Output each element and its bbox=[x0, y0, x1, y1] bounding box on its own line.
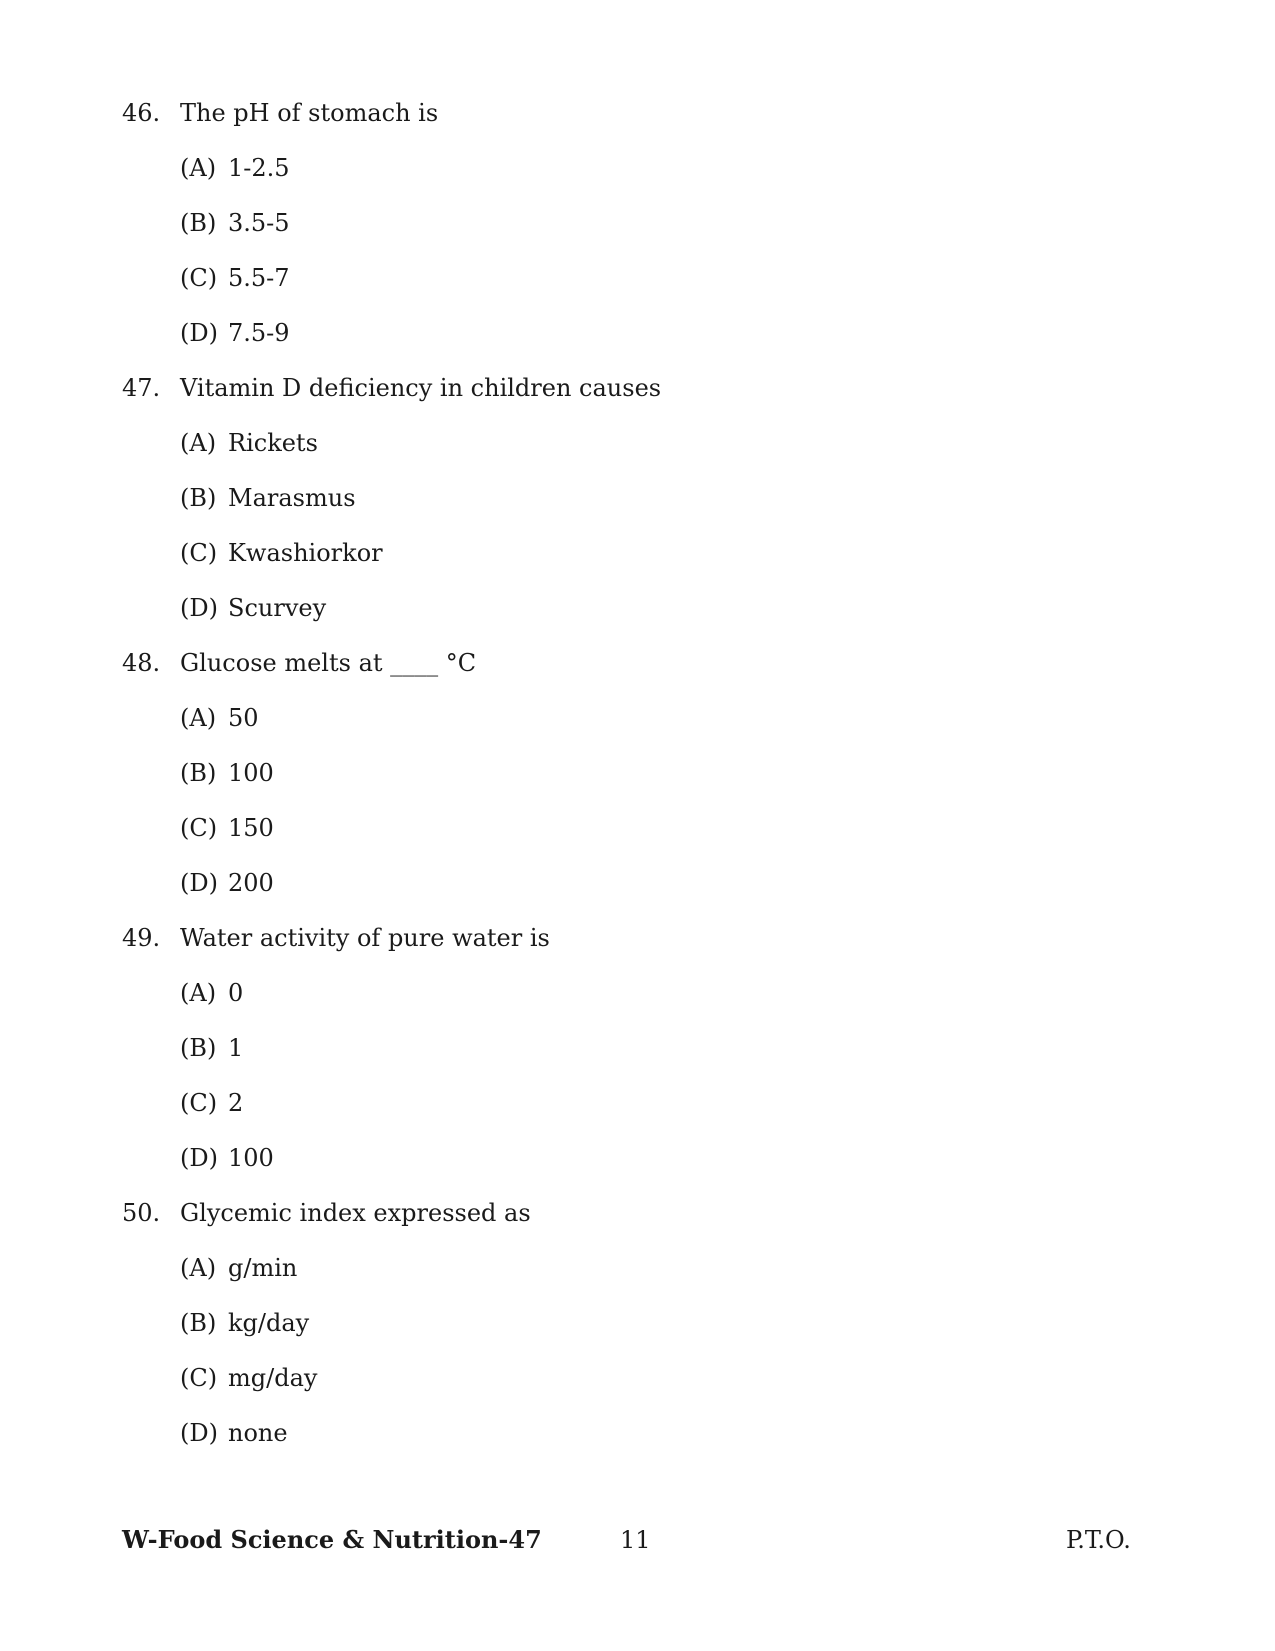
option-text: 200 bbox=[228, 869, 274, 897]
question-text: The pH of stomach is bbox=[180, 99, 439, 127]
option-c bbox=[180, 1358, 880, 1398]
question-line bbox=[0, 918, 1275, 958]
option-letter: (A) bbox=[180, 1254, 217, 1282]
option-c bbox=[180, 1083, 880, 1123]
option-letter: (C) bbox=[180, 1089, 218, 1117]
option-text: 50 bbox=[228, 704, 259, 732]
option-b bbox=[180, 753, 880, 793]
option-letter: (C) bbox=[180, 264, 218, 292]
option-letter: (C) bbox=[180, 814, 218, 842]
option-text: g/min bbox=[228, 1254, 298, 1282]
option-c bbox=[180, 533, 880, 573]
option-a bbox=[180, 423, 880, 463]
option-text: 2 bbox=[228, 1089, 244, 1117]
option-d bbox=[180, 313, 880, 353]
option-letter: (A) bbox=[180, 979, 217, 1007]
option-letter: (D) bbox=[180, 319, 218, 347]
option-text: mg/day bbox=[228, 1364, 318, 1392]
option-text: Rickets bbox=[228, 429, 318, 457]
option-c bbox=[180, 258, 880, 298]
option-text: Marasmus bbox=[228, 484, 356, 512]
option-letter: (D) bbox=[180, 869, 218, 897]
footer-paper-code: W-Food Science & Nutrition-47 bbox=[122, 1525, 542, 1554]
option-b bbox=[180, 203, 880, 243]
option-letter: (B) bbox=[180, 1309, 217, 1337]
question-text: Glucose melts at ____ °C bbox=[180, 649, 477, 677]
question-number: 47. bbox=[122, 374, 161, 402]
option-text: Kwashiorkor bbox=[228, 539, 383, 567]
option-text: 100 bbox=[228, 759, 274, 787]
question-text: Glycemic index expressed as bbox=[180, 1199, 531, 1227]
option-a bbox=[180, 148, 880, 188]
option-text: Scurvey bbox=[228, 594, 327, 622]
option-letter: (B) bbox=[180, 209, 217, 237]
question-number: 49. bbox=[122, 924, 161, 952]
option-text: none bbox=[228, 1419, 288, 1447]
option-letter: (D) bbox=[180, 594, 218, 622]
option-text: 3.5-5 bbox=[228, 209, 290, 237]
option-a bbox=[180, 698, 880, 738]
option-text: 5.5-7 bbox=[228, 264, 290, 292]
option-d bbox=[180, 1413, 880, 1453]
option-b bbox=[180, 1303, 880, 1343]
option-letter: (C) bbox=[180, 1364, 218, 1392]
question-number: 46. bbox=[122, 99, 161, 127]
option-letter: (B) bbox=[180, 759, 217, 787]
option-text: 7.5-9 bbox=[228, 319, 290, 347]
option-text: 1-2.5 bbox=[228, 154, 290, 182]
question-line bbox=[0, 368, 1275, 408]
footer-pto: P.T.O. bbox=[1066, 1526, 1131, 1554]
option-text: 100 bbox=[228, 1144, 274, 1172]
option-letter: (B) bbox=[180, 1034, 217, 1062]
option-d bbox=[180, 863, 880, 903]
question-number: 48. bbox=[122, 649, 161, 677]
option-d bbox=[180, 588, 880, 628]
question-line bbox=[0, 1193, 1275, 1233]
option-letter: (A) bbox=[180, 429, 217, 457]
option-text: kg/day bbox=[228, 1309, 310, 1337]
option-text: 150 bbox=[228, 814, 274, 842]
option-letter: (C) bbox=[180, 539, 218, 567]
option-letter: (B) bbox=[180, 484, 217, 512]
option-text: 0 bbox=[228, 979, 244, 1007]
question-line bbox=[0, 643, 1275, 683]
option-text: 1 bbox=[228, 1034, 244, 1062]
option-b bbox=[180, 1028, 880, 1068]
question-text: Water activity of pure water is bbox=[180, 924, 550, 952]
question-number: 50. bbox=[122, 1199, 161, 1227]
option-c bbox=[180, 808, 880, 848]
question-line bbox=[0, 93, 1275, 133]
option-letter: (D) bbox=[180, 1144, 218, 1172]
option-a bbox=[180, 973, 880, 1013]
option-b bbox=[180, 478, 880, 518]
option-letter: (D) bbox=[180, 1419, 218, 1447]
footer-page-number: 11 bbox=[620, 1526, 651, 1554]
option-d bbox=[180, 1138, 880, 1178]
question-text: Vitamin D deficiency in children causes bbox=[180, 374, 662, 402]
option-a bbox=[180, 1248, 880, 1288]
option-letter: (A) bbox=[180, 154, 217, 182]
option-letter: (A) bbox=[180, 704, 217, 732]
